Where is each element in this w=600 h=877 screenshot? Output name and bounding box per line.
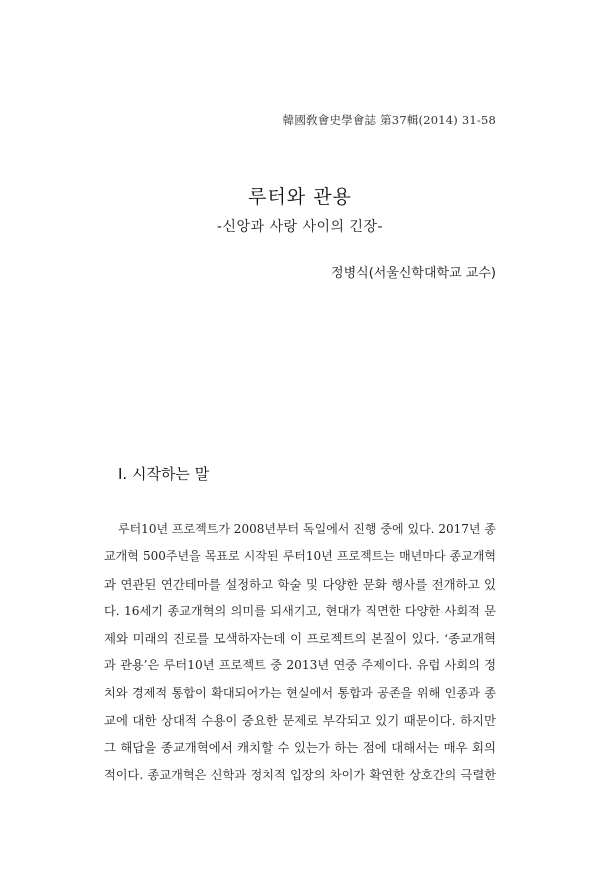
body-line: 교개혁 500주년을 목표로 시작된 루터10년 프로젝트는 매년마다 종교개혁 (104, 549, 496, 564)
body-line: 교에 대한 상대적 수용이 중요한 문제로 부각되고 있기 때문이다. 하지만 (104, 713, 496, 729)
article-title: 루터와 관용 (248, 186, 352, 208)
running-header: 韓國敎會史學會誌 第37輯(2014) 31-58 (282, 113, 496, 127)
body-line: 과 연관된 연간테마를 설정하고 학술 및 다양한 문화 행사를 전개하고 있 (104, 576, 496, 592)
author-affiliation: 정병식(서울신학대학교 교수) (331, 266, 496, 281)
body-line: 루터10년 프로젝트가 2008년부터 독일에서 진행 중에 있다. 2017년 종 (118, 522, 496, 536)
body-line: 다. 16세기 종교개혁의 의미를 되새기고, 현대가 직면한 다양한 사회적 문 (104, 603, 496, 618)
body-line: 과 관용’은 루터10년 프로젝트 중 2013년 연중 주제이다. 유럽 사회의 정 (104, 658, 496, 673)
body-line: 치와 경제적 통합이 확대되어가는 현실에서 통합과 공존을 위해 인종과 종 (104, 685, 496, 700)
body-line: 제와 미래의 진로를 모색하자는데 이 프로젝트의 본질이 있다. ‘종교개혁 (104, 631, 496, 647)
article-subtitle: -신앙과 사랑 사이의 긴장- (216, 219, 384, 235)
body-line: 적이다. 종교개혁은 신학과 정치적 입장의 차이가 확연한 상호간의 극렬한 (104, 767, 496, 782)
body-line: 그 해답을 종교개혁에서 캐치할 수 있는가 하는 점에 대해서는 매우 회의 (104, 740, 496, 756)
section-heading: I. 시작하는 말 (118, 465, 210, 483)
body-paragraph (104, 516, 496, 789)
